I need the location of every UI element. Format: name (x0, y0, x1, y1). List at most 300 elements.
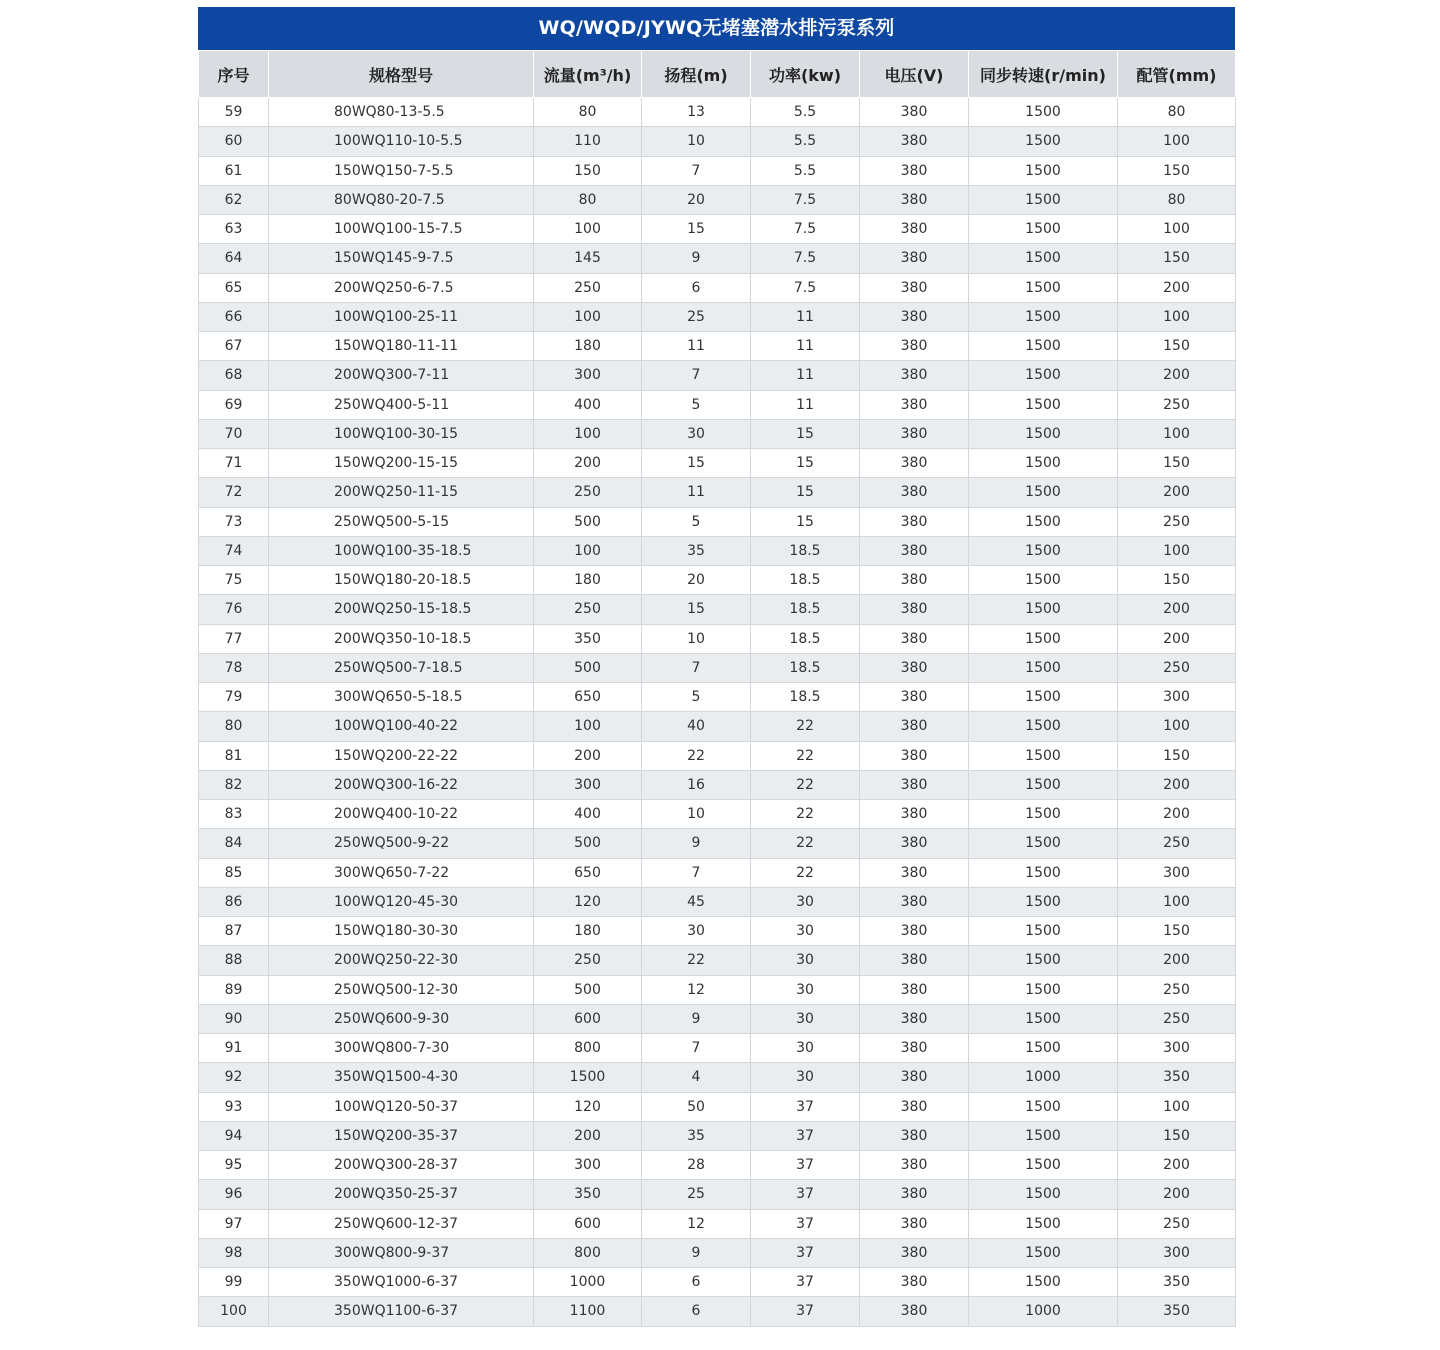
cell-model: 100WQ120-45-30 (269, 887, 534, 916)
cell-voltage: 380 (860, 917, 969, 946)
cell-flow: 150 (534, 156, 642, 185)
cell-voltage: 380 (860, 536, 969, 565)
cell-flow: 80 (534, 98, 642, 127)
cell-pipe: 100 (1118, 127, 1236, 156)
cell-power: 5.5 (751, 156, 860, 185)
cell-flow: 110 (534, 127, 642, 156)
header-flow: 流量(m³/h) (534, 51, 642, 98)
cell-power: 11 (751, 361, 860, 390)
cell-flow: 500 (534, 975, 642, 1004)
cell-index: 68 (199, 361, 269, 390)
cell-head: 9 (642, 829, 751, 858)
cell-pipe: 350 (1118, 1297, 1236, 1326)
cell-head: 7 (642, 156, 751, 185)
cell-index: 84 (199, 829, 269, 858)
cell-speed: 1500 (969, 946, 1118, 975)
cell-flow: 180 (534, 332, 642, 361)
cell-head: 50 (642, 1092, 751, 1121)
cell-pipe: 300 (1118, 1238, 1236, 1267)
cell-pipe: 200 (1118, 273, 1236, 302)
cell-speed: 1500 (969, 1004, 1118, 1033)
cell-power: 30 (751, 946, 860, 975)
cell-voltage: 380 (860, 1151, 969, 1180)
cell-power: 7.5 (751, 215, 860, 244)
cell-index: 81 (199, 741, 269, 770)
cell-speed: 1500 (969, 1209, 1118, 1238)
cell-power: 30 (751, 1063, 860, 1092)
cell-pipe: 250 (1118, 653, 1236, 682)
cell-pipe: 150 (1118, 449, 1236, 478)
cell-speed: 1500 (969, 566, 1118, 595)
cell-flow: 250 (534, 946, 642, 975)
cell-head: 9 (642, 1004, 751, 1033)
cell-pipe: 150 (1118, 566, 1236, 595)
cell-speed: 1000 (969, 1063, 1118, 1092)
cell-power: 18.5 (751, 683, 860, 712)
cell-index: 85 (199, 858, 269, 887)
cell-pipe: 200 (1118, 595, 1236, 624)
cell-head: 20 (642, 566, 751, 595)
cell-voltage: 380 (860, 98, 969, 127)
cell-voltage: 380 (860, 507, 969, 536)
cell-model: 200WQ250-22-30 (269, 946, 534, 975)
cell-index: 65 (199, 273, 269, 302)
cell-pipe: 250 (1118, 507, 1236, 536)
cell-power: 15 (751, 478, 860, 507)
cell-model: 250WQ600-9-30 (269, 1004, 534, 1033)
cell-pipe: 150 (1118, 917, 1236, 946)
cell-speed: 1500 (969, 536, 1118, 565)
cell-power: 30 (751, 975, 860, 1004)
cell-index: 59 (199, 98, 269, 127)
cell-speed: 1500 (969, 273, 1118, 302)
cell-head: 35 (642, 536, 751, 565)
cell-head: 6 (642, 1297, 751, 1326)
table-row (199, 917, 1236, 946)
cell-voltage: 380 (860, 215, 969, 244)
cell-model: 300WQ800-9-37 (269, 1238, 534, 1267)
cell-voltage: 380 (860, 478, 969, 507)
cell-flow: 200 (534, 449, 642, 478)
cell-voltage: 380 (860, 361, 969, 390)
cell-voltage: 380 (860, 653, 969, 682)
cell-pipe: 300 (1118, 858, 1236, 887)
cell-power: 30 (751, 917, 860, 946)
cell-model: 150WQ145-9-7.5 (269, 244, 534, 273)
cell-head: 15 (642, 215, 751, 244)
cell-model: 100WQ110-10-5.5 (269, 127, 534, 156)
table-row (199, 1209, 1236, 1238)
cell-pipe: 350 (1118, 1063, 1236, 1092)
cell-model: 150WQ180-30-30 (269, 917, 534, 946)
cell-model: 200WQ250-15-18.5 (269, 595, 534, 624)
table-row (199, 273, 1236, 302)
spec-table (198, 50, 1236, 1327)
cell-power: 37 (751, 1121, 860, 1150)
cell-speed: 1500 (969, 449, 1118, 478)
cell-index: 89 (199, 975, 269, 1004)
cell-voltage: 380 (860, 770, 969, 799)
cell-flow: 300 (534, 1151, 642, 1180)
cell-speed: 1500 (969, 1151, 1118, 1180)
cell-power: 18.5 (751, 595, 860, 624)
table-row (199, 1180, 1236, 1209)
cell-voltage: 380 (860, 273, 969, 302)
table-row (199, 566, 1236, 595)
cell-pipe: 200 (1118, 946, 1236, 975)
cell-index: 96 (199, 1180, 269, 1209)
cell-pipe: 100 (1118, 1092, 1236, 1121)
cell-speed: 1500 (969, 800, 1118, 829)
cell-power: 37 (751, 1180, 860, 1209)
cell-model: 200WQ300-16-22 (269, 770, 534, 799)
cell-pipe: 250 (1118, 829, 1236, 858)
cell-speed: 1500 (969, 332, 1118, 361)
cell-head: 7 (642, 361, 751, 390)
table-row (199, 653, 1236, 682)
cell-index: 78 (199, 653, 269, 682)
table-row (199, 770, 1236, 799)
cell-power: 37 (751, 1238, 860, 1267)
cell-voltage: 380 (860, 624, 969, 653)
table-row (199, 507, 1236, 536)
cell-power: 30 (751, 887, 860, 916)
cell-head: 10 (642, 800, 751, 829)
cell-flow: 250 (534, 273, 642, 302)
cell-pipe: 300 (1118, 1034, 1236, 1063)
cell-head: 7 (642, 1034, 751, 1063)
cell-flow: 250 (534, 595, 642, 624)
cell-head: 6 (642, 1268, 751, 1297)
cell-head: 11 (642, 478, 751, 507)
cell-flow: 180 (534, 566, 642, 595)
cell-head: 12 (642, 975, 751, 1004)
cell-index: 61 (199, 156, 269, 185)
cell-head: 10 (642, 624, 751, 653)
cell-power: 11 (751, 302, 860, 331)
cell-model: 200WQ350-25-37 (269, 1180, 534, 1209)
table-row (199, 449, 1236, 478)
cell-model: 200WQ250-6-7.5 (269, 273, 534, 302)
cell-flow: 800 (534, 1034, 642, 1063)
table-row (199, 858, 1236, 887)
cell-model: 250WQ500-12-30 (269, 975, 534, 1004)
cell-speed: 1500 (969, 1092, 1118, 1121)
cell-speed: 1500 (969, 1268, 1118, 1297)
cell-head: 5 (642, 683, 751, 712)
cell-speed: 1500 (969, 507, 1118, 536)
cell-speed: 1500 (969, 244, 1118, 273)
cell-model: 200WQ400-10-22 (269, 800, 534, 829)
cell-model: 150WQ180-20-18.5 (269, 566, 534, 595)
cell-voltage: 380 (860, 975, 969, 1004)
cell-pipe: 200 (1118, 770, 1236, 799)
cell-power: 15 (751, 449, 860, 478)
table-row (199, 244, 1236, 273)
cell-power: 37 (751, 1209, 860, 1238)
cell-index: 63 (199, 215, 269, 244)
cell-pipe: 200 (1118, 624, 1236, 653)
table-row (199, 946, 1236, 975)
cell-power: 37 (751, 1151, 860, 1180)
cell-power: 7.5 (751, 185, 860, 214)
cell-flow: 650 (534, 858, 642, 887)
cell-model: 200WQ350-10-18.5 (269, 624, 534, 653)
cell-flow: 120 (534, 1092, 642, 1121)
cell-speed: 1500 (969, 1238, 1118, 1267)
header-power: 功率(kw) (751, 51, 860, 98)
cell-head: 30 (642, 419, 751, 448)
cell-pipe: 250 (1118, 390, 1236, 419)
cell-voltage: 380 (860, 244, 969, 273)
cell-index: 77 (199, 624, 269, 653)
cell-index: 87 (199, 917, 269, 946)
cell-speed: 1500 (969, 302, 1118, 331)
cell-power: 18.5 (751, 624, 860, 653)
cell-index: 98 (199, 1238, 269, 1267)
cell-model: 100WQ120-50-37 (269, 1092, 534, 1121)
cell-speed: 1500 (969, 653, 1118, 682)
cell-voltage: 380 (860, 741, 969, 770)
cell-pipe: 200 (1118, 1151, 1236, 1180)
cell-flow: 500 (534, 829, 642, 858)
table-row (199, 1297, 1236, 1326)
cell-speed: 1500 (969, 185, 1118, 214)
cell-index: 64 (199, 244, 269, 273)
cell-index: 94 (199, 1121, 269, 1150)
cell-voltage: 380 (860, 185, 969, 214)
cell-model: 300WQ800-7-30 (269, 1034, 534, 1063)
cell-voltage: 380 (860, 1092, 969, 1121)
cell-index: 70 (199, 419, 269, 448)
cell-model: 350WQ1000-6-37 (269, 1268, 534, 1297)
cell-power: 22 (751, 800, 860, 829)
cell-pipe: 100 (1118, 302, 1236, 331)
cell-index: 79 (199, 683, 269, 712)
cell-flow: 250 (534, 478, 642, 507)
cell-power: 5.5 (751, 127, 860, 156)
cell-pipe: 150 (1118, 741, 1236, 770)
cell-index: 100 (199, 1297, 269, 1326)
cell-index: 62 (199, 185, 269, 214)
cell-pipe: 250 (1118, 975, 1236, 1004)
cell-head: 10 (642, 127, 751, 156)
cell-voltage: 380 (860, 1238, 969, 1267)
cell-head: 25 (642, 1180, 751, 1209)
cell-flow: 300 (534, 770, 642, 799)
header-voltage: 电压(V) (860, 51, 969, 98)
cell-flow: 100 (534, 536, 642, 565)
cell-pipe: 150 (1118, 1121, 1236, 1150)
cell-index: 90 (199, 1004, 269, 1033)
cell-head: 5 (642, 390, 751, 419)
cell-model: 150WQ150-7-5.5 (269, 156, 534, 185)
cell-voltage: 380 (860, 683, 969, 712)
cell-index: 99 (199, 1268, 269, 1297)
cell-voltage: 380 (860, 419, 969, 448)
cell-head: 16 (642, 770, 751, 799)
cell-index: 97 (199, 1209, 269, 1238)
cell-speed: 1500 (969, 829, 1118, 858)
cell-pipe: 200 (1118, 478, 1236, 507)
cell-head: 28 (642, 1151, 751, 1180)
cell-speed: 1500 (969, 361, 1118, 390)
cell-model: 150WQ200-15-15 (269, 449, 534, 478)
cell-index: 75 (199, 566, 269, 595)
cell-pipe: 80 (1118, 185, 1236, 214)
cell-flow: 100 (534, 302, 642, 331)
cell-power: 22 (751, 829, 860, 858)
cell-model: 300WQ650-5-18.5 (269, 683, 534, 712)
cell-voltage: 380 (860, 1063, 969, 1092)
cell-pipe: 150 (1118, 332, 1236, 361)
cell-pipe: 150 (1118, 244, 1236, 273)
header-speed: 同步转速(r/min) (969, 51, 1118, 98)
cell-power: 15 (751, 419, 860, 448)
cell-pipe: 350 (1118, 1268, 1236, 1297)
cell-pipe: 80 (1118, 98, 1236, 127)
cell-voltage: 380 (860, 1268, 969, 1297)
cell-head: 11 (642, 332, 751, 361)
cell-speed: 1500 (969, 917, 1118, 946)
cell-index: 76 (199, 595, 269, 624)
cell-voltage: 380 (860, 595, 969, 624)
table-row (199, 887, 1236, 916)
cell-model: 100WQ100-35-18.5 (269, 536, 534, 565)
cell-speed: 1500 (969, 1034, 1118, 1063)
cell-flow: 100 (534, 712, 642, 741)
cell-model: 250WQ400-5-11 (269, 390, 534, 419)
table-row (199, 1121, 1236, 1150)
cell-voltage: 380 (860, 127, 969, 156)
header-index: 序号 (199, 51, 269, 98)
cell-speed: 1500 (969, 624, 1118, 653)
cell-head: 6 (642, 273, 751, 302)
cell-pipe: 200 (1118, 1180, 1236, 1209)
cell-head: 20 (642, 185, 751, 214)
cell-model: 250WQ500-9-22 (269, 829, 534, 858)
cell-index: 82 (199, 770, 269, 799)
cell-speed: 1500 (969, 1121, 1118, 1150)
cell-model: 150WQ180-11-11 (269, 332, 534, 361)
cell-power: 22 (751, 770, 860, 799)
cell-speed: 1500 (969, 858, 1118, 887)
cell-flow: 300 (534, 361, 642, 390)
cell-pipe: 100 (1118, 712, 1236, 741)
cell-head: 9 (642, 1238, 751, 1267)
cell-flow: 600 (534, 1004, 642, 1033)
table-row (199, 683, 1236, 712)
table-body (199, 98, 1236, 1327)
cell-flow: 80 (534, 185, 642, 214)
cell-head: 5 (642, 507, 751, 536)
cell-voltage: 380 (860, 712, 969, 741)
table-row (199, 536, 1236, 565)
pump-spec-panel (198, 7, 1235, 1327)
cell-pipe: 150 (1118, 156, 1236, 185)
cell-voltage: 380 (860, 332, 969, 361)
cell-index: 71 (199, 449, 269, 478)
cell-pipe: 100 (1118, 536, 1236, 565)
cell-power: 30 (751, 1034, 860, 1063)
cell-model: 200WQ300-7-11 (269, 361, 534, 390)
table-row (199, 975, 1236, 1004)
cell-flow: 350 (534, 1180, 642, 1209)
cell-speed: 1500 (969, 595, 1118, 624)
cell-voltage: 380 (860, 302, 969, 331)
cell-power: 37 (751, 1268, 860, 1297)
cell-speed: 1500 (969, 127, 1118, 156)
cell-model: 250WQ500-7-18.5 (269, 653, 534, 682)
table-row (199, 1004, 1236, 1033)
cell-index: 80 (199, 712, 269, 741)
table-title: WQ/WQD/JYWQ无堵塞潜水排污泵系列 (198, 7, 1235, 50)
cell-speed: 1500 (969, 419, 1118, 448)
cell-power: 18.5 (751, 566, 860, 595)
cell-pipe: 200 (1118, 800, 1236, 829)
cell-head: 4 (642, 1063, 751, 1092)
cell-power: 7.5 (751, 244, 860, 273)
cell-flow: 120 (534, 887, 642, 916)
cell-speed: 1500 (969, 683, 1118, 712)
cell-index: 72 (199, 478, 269, 507)
cell-model: 350WQ1500-4-30 (269, 1063, 534, 1092)
table-row (199, 741, 1236, 770)
cell-voltage: 380 (860, 800, 969, 829)
cell-flow: 200 (534, 1121, 642, 1150)
cell-power: 22 (751, 741, 860, 770)
cell-head: 22 (642, 741, 751, 770)
cell-voltage: 380 (860, 1297, 969, 1326)
cell-speed: 1500 (969, 975, 1118, 1004)
cell-flow: 400 (534, 800, 642, 829)
cell-head: 45 (642, 887, 751, 916)
table-row (199, 185, 1236, 214)
cell-index: 88 (199, 946, 269, 975)
cell-power: 22 (751, 858, 860, 887)
cell-pipe: 250 (1118, 1004, 1236, 1033)
cell-model: 150WQ200-35-37 (269, 1121, 534, 1150)
cell-speed: 1500 (969, 215, 1118, 244)
cell-flow: 400 (534, 390, 642, 419)
cell-pipe: 300 (1118, 683, 1236, 712)
cell-voltage: 380 (860, 1034, 969, 1063)
cell-model: 300WQ650-7-22 (269, 858, 534, 887)
cell-index: 66 (199, 302, 269, 331)
cell-head: 40 (642, 712, 751, 741)
header-head: 扬程(m) (642, 51, 751, 98)
cell-flow: 500 (534, 653, 642, 682)
table-row (199, 1063, 1236, 1092)
cell-speed: 1500 (969, 1180, 1118, 1209)
cell-voltage: 380 (860, 156, 969, 185)
cell-power: 11 (751, 390, 860, 419)
cell-voltage: 380 (860, 946, 969, 975)
cell-head: 7 (642, 858, 751, 887)
table-row (199, 302, 1236, 331)
cell-voltage: 380 (860, 887, 969, 916)
cell-voltage: 380 (860, 1004, 969, 1033)
cell-voltage: 380 (860, 566, 969, 595)
cell-flow: 1100 (534, 1297, 642, 1326)
cell-head: 35 (642, 1121, 751, 1150)
table-row (199, 1092, 1236, 1121)
table-row (199, 1151, 1236, 1180)
cell-voltage: 380 (860, 1180, 969, 1209)
cell-head: 13 (642, 98, 751, 127)
cell-speed: 1500 (969, 770, 1118, 799)
cell-model: 200WQ250-11-15 (269, 478, 534, 507)
